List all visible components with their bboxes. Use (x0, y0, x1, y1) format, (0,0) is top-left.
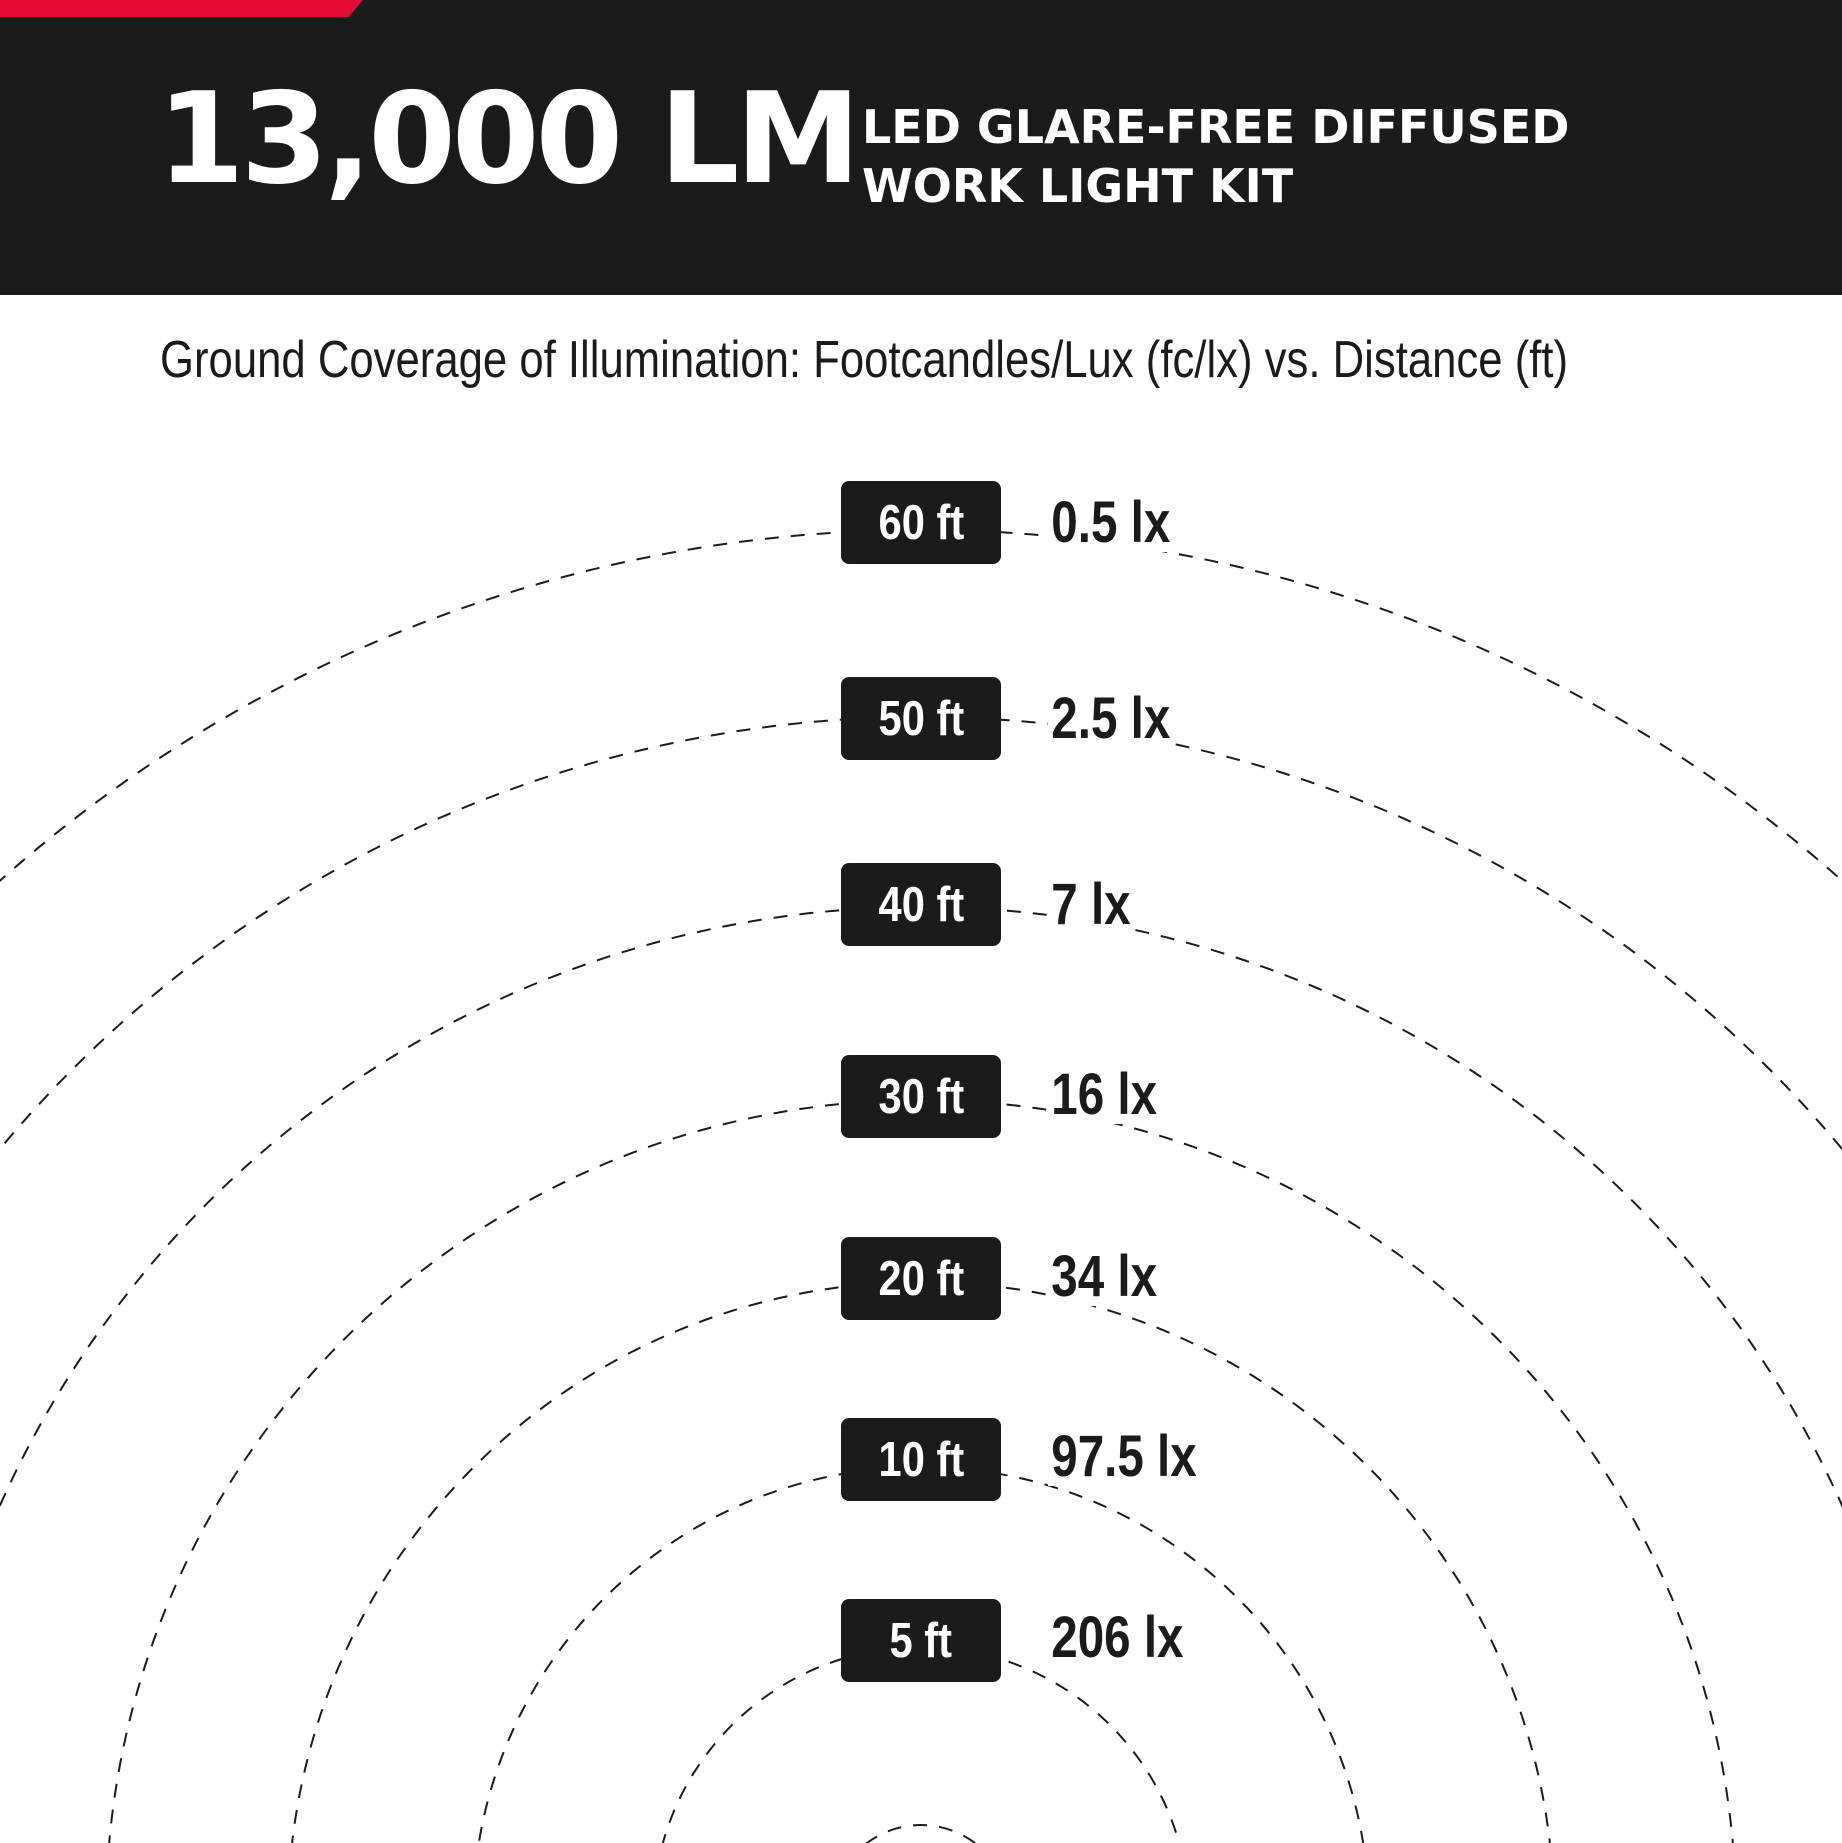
distance-badge-40ft (841, 863, 1001, 946)
ring-40ft (0, 907, 1842, 1843)
distance-badge-10ft (841, 1418, 1001, 1501)
product-name-line1: LED GLARE-FREE DIFFUSED (862, 100, 1570, 154)
lux-value-60ft: 0.5 lx (1048, 494, 1174, 552)
lux-value-5ft: 206 lx (1048, 1609, 1187, 1667)
lux-value-10ft: 97.5 lx (1048, 1428, 1200, 1486)
distance-badge-20ft (841, 1237, 1001, 1320)
distance-label: 60 ft (878, 495, 964, 550)
distance-label: 20 ft (878, 1251, 964, 1306)
distance-badge-30ft (841, 1055, 1001, 1138)
distance-badge-5ft (841, 1599, 1001, 1682)
lux-value-50ft: 2.5 lx (1048, 690, 1174, 748)
distance-label: 10 ft (878, 1432, 964, 1487)
chart-subtitle: Ground Coverage of Illumination: Footcandles/Lux (fc/lx) vs. Distance (ft) (160, 331, 1569, 389)
lumens-title: 13,000 LM (157, 65, 857, 212)
product-name-line2: WORK LIGHT KIT (862, 159, 1294, 213)
lux-value-20ft: 34 lx (1048, 1248, 1160, 1306)
distance-label: 40 ft (878, 877, 964, 932)
distance-label: 30 ft (878, 1069, 964, 1124)
lux-value-30ft: 16 lx (1048, 1066, 1160, 1124)
distance-badge-60ft (841, 481, 1001, 564)
distance-label: 50 ft (878, 691, 964, 746)
ring-20ft (288, 1282, 1554, 1843)
distance-badge-50ft (841, 677, 1001, 760)
distance-label: 5 ft (889, 1613, 953, 1668)
ring-center (831, 1825, 1011, 1843)
lux-value-40ft: 7 lx (1048, 876, 1134, 934)
